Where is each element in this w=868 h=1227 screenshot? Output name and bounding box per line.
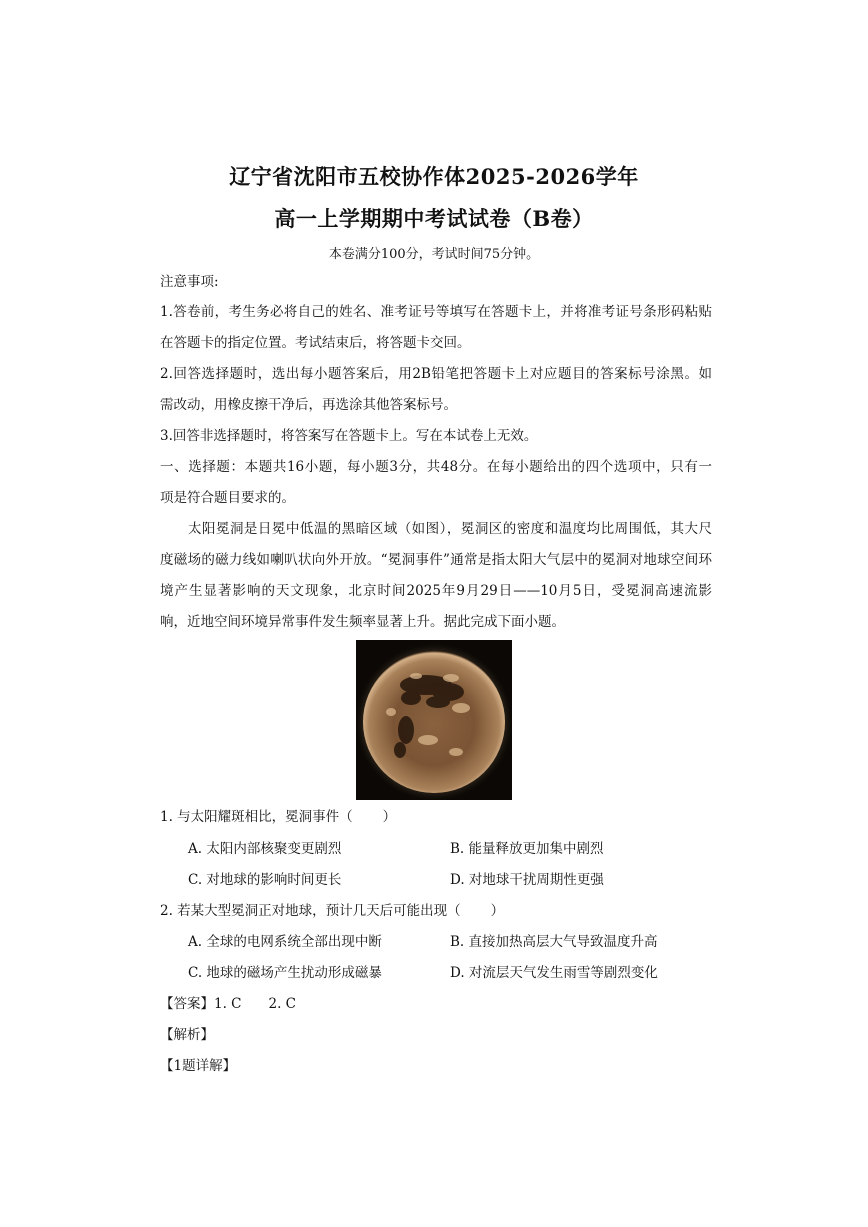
answer-label: 【答案】: [160, 996, 214, 1012]
notice-line: 1.答卷前，考生务必将自己的姓名、准考证号等填写在答题卡上，并将准考证号条形码粘贴: [160, 304, 712, 320]
notice-line: 3.回答非选择题时，将答案写在答题卡上。写在本试卷上无效。: [160, 428, 538, 444]
question-1-option-a: A. 太阳内部核聚变更剧烈: [188, 841, 342, 857]
exam-title-line2: 高一上学期期中考试试卷（B卷）: [274, 206, 594, 231]
notice-heading: 注意事项:: [160, 274, 219, 290]
notice-line: 在答题卡的指定位置。考试结束后，将答题卡交回。: [160, 335, 471, 351]
passage-line: 度磁场的磁力线如喇叭状向外开放。“冕洞事件”通常是指太阳大气层中的冕洞对地球空间环: [160, 552, 712, 568]
analysis-detail-label: 【1题详解】: [160, 1058, 237, 1074]
question-stem-text: 1. 与太阳耀斑相比，冕洞事件（: [160, 809, 353, 825]
analysis-label: 【解析】: [160, 1027, 214, 1043]
section-heading: 一、选择题：本题共16小题，每小题3分，共48分。在每小题给出的四个选项中，只有一: [160, 459, 712, 475]
question-2-option-d: D. 对流层天气发生雨雪等剧烈变化: [450, 965, 658, 981]
passage-line: 太阳冕洞是日冕中低温的黑暗区域（如图），冕洞区的密度和温度均比周围低，其大尺: [188, 521, 712, 537]
question-2-stem: [160, 902, 504, 920]
question-1-option-c: C. 对地球的影响时间更长: [188, 872, 342, 888]
question-stem-text: 2. 若某大型冕洞正对地球，预计几天后可能出现（: [160, 903, 461, 919]
question-1-option-d: D. 对地球干扰周期性更强: [450, 872, 604, 888]
exam-title-line1: 辽宁省沈阳市五校协作体2025-2026学年: [229, 164, 639, 189]
question-1-option-b: B. 能量释放更加集中剧烈: [450, 841, 604, 857]
section-heading: 项是符合题目要求的。: [160, 490, 295, 506]
sun-coronal-hole-image: [356, 640, 512, 800]
answer-line: [160, 995, 296, 1013]
question-2-option-a: A. 全球的电网系统全部出现中断: [188, 934, 382, 950]
passage-line: 响，近地空间环境异常事件发生频率显著上升。据此完成下面小题。: [160, 614, 565, 630]
exam-subtitle: 本卷满分100分，考试时间75分钟。: [328, 247, 540, 262]
question-stem-end: ）: [382, 809, 397, 825]
question-1-stem: [160, 808, 396, 826]
notice-line: 需改动，用橡皮擦干净后，再选涂其他答案标号。: [160, 397, 457, 413]
passage-line: 境产生显著影响的天文现象，北京时间2025年9月29日——10月5日，受冕洞高速流影: [160, 583, 712, 599]
question-2-option-b: B. 直接加热高层大气导致温度升高: [450, 934, 658, 950]
question-stem-end: ）: [490, 903, 505, 919]
question-2-option-c: C. 地球的磁场产生扰动形成磁暴: [188, 965, 382, 981]
answer-items: 1. C 2. C: [214, 996, 297, 1012]
sun-icon: [356, 640, 512, 800]
notice-line: 2.回答选择题时，选出每小题答案后，用2B铅笔把答题卡上对应题目的答案标号涂黑。如: [160, 366, 712, 382]
